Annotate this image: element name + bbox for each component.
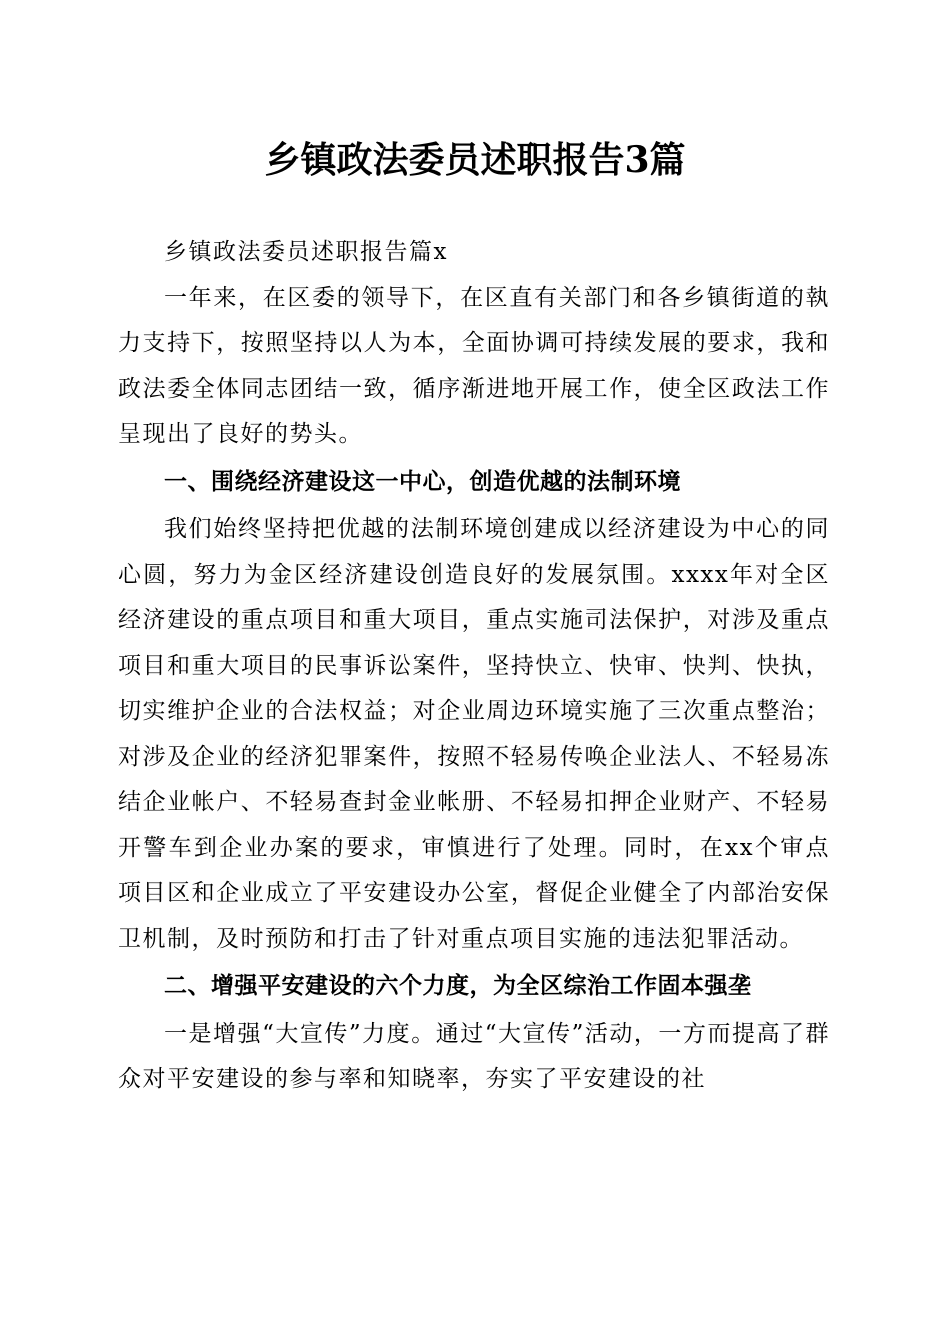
document-title: 乡镇政法委员述职报告3篇 [264, 139, 686, 181]
document-body [118, 230, 830, 1103]
section-heading-2: 二、增强平安建设的六个力度，为全区综治工作固本强垄 [164, 973, 752, 999]
subtitle-paragraph: 乡镇政法委员述职报告篇x [164, 239, 448, 265]
intro-paragraph: 一年来，在区委的领导下，在区直有关部门和各乡镇街道的執力支持下，按照坚持以人为本，全面协调可持续发展的要求，我和政法委全体同志团结一致，循序渐进地开展工作，使全区政法工作呈现出了良好的势头。 [118, 284, 830, 447]
section-heading-1: 一、围绕经济建设这一中心，创造优越的法制环境 [164, 468, 681, 495]
section-2-paragraph: 一是增强“大宣传”力度。通过“大宣传”活动，一方而提高了群众对平安建设的参与率和知晓率，夯实了平安建设的社 [118, 1020, 830, 1092]
section-1-paragraph: 我们始终坚持把优越的法制环境创建成以经济建设为中心的同心圆，努力为金区经济建设创造良好的发展氛围。xxxx年对全区经济建设的重点项目和重大项目，重点实施司法保护，对涉及重点项目和重大项目的民事诉讼案件，坚持快立、快审、快判、快执，切实维护企业的合法权益；对企业周边环境实施了三次重点整治；对涉及企业的经济犯罪案件，按照不轻易传唤企业法人、不轻易冻结企业帐户、不轻易查封金业帐册、不轻易扣押企业财产、不轻易开警车到企业办案的要求，审慎进行了处理。同时，在xx个审点项目区和企业成立了平安建设办公室，督促企业健全了内部治安保卫机制，及时预防和打击了针对重点项目实施的违法犯罪活动。 [118, 516, 830, 952]
